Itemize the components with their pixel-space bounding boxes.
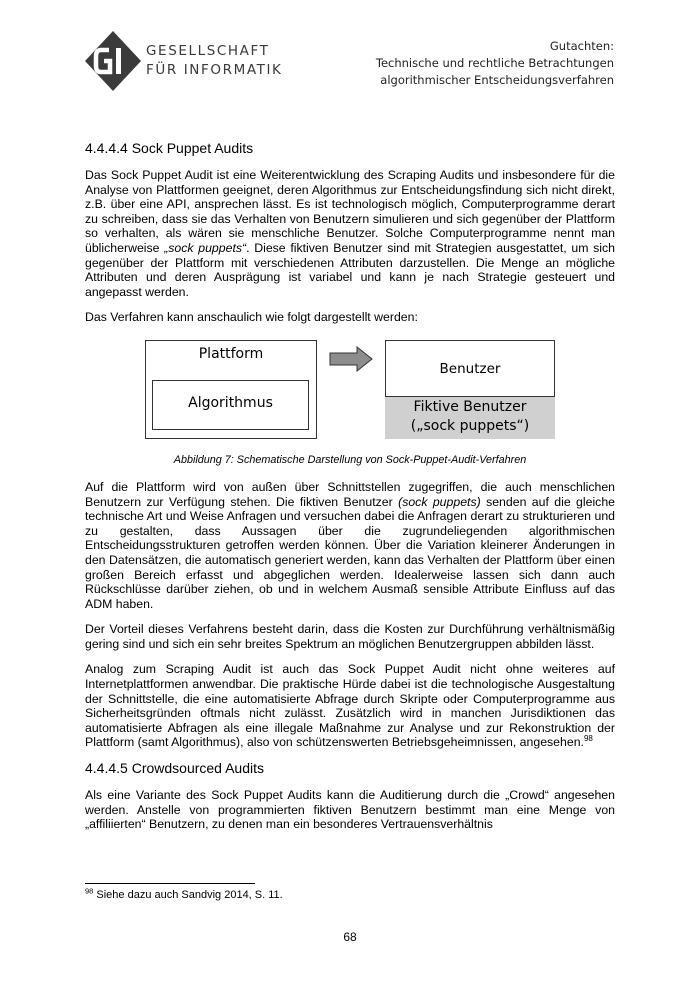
- footnote-ref-98[interactable]: 98: [583, 734, 593, 744]
- figure-caption: Abbildung 7: Schematische Darstellung von Sock-Puppet-Audit-Verfahren: [173, 453, 527, 466]
- document-title-line3: algorithmischer Entscheidungsverfahren: [380, 73, 614, 87]
- document-title-line1: Gutachten:: [549, 39, 614, 53]
- logo-text-line1: GESELLSCHAFT: [146, 43, 270, 59]
- paragraph-limitations-text: Analog zum Scraping Audit ist auch das Sock Puppet Audit nicht ohne weiteres auf Internetplattformen anwendbar. Die praktische Hürde dabei ist die technologische Ausgestaltung der Schnittstelle, die eine automatisierte Abfrage durch Skripte oder Computerprogramme aus Sicherheitsgründen oftmals nicht zulässt. Zusätzlich wird in manchen Jurisdiktionen das automatisierte Abfragen als eine illegale Maßnahme zur Analyse und zur Rekonstruktion der Plattform (samt Algorithmus), also von schützenswerten Betriebsgeheimnissen, angesehen.: [85, 662, 615, 750]
- document-title: [376, 38, 614, 89]
- paragraph-limitations: [85, 662, 615, 750]
- algorithm-box: [152, 380, 309, 430]
- paragraph-platform-access-part2: senden auf die gleiche technische Art und Weise Anfragen und versuchen dabei die Anfragen derart zu strukturieren und zu gestalten, dass Aussagen über die zugrundeliegenden algorithmischen Entscheidungsstrukturen getroffen werden können. Über die Variation kleinerer Änderungen in den Datensätzen, die automatisch generiert werden, kann das Verhalten der Plattform über einen großen Bereich erfasst und abgeglichen werden. Idealerweise lassen sich dann auch Rückschlüsse darüber ziehen, ob und in welchem Ausmaß sensible Attribute Einfluss auf das ADM haben.: [85, 494, 616, 611]
- logo-text-line2: FÜR INFORMATIK: [146, 62, 283, 78]
- paragraph-intro-part1: Das Sock Puppet Audit ist eine Weiterentwicklung des Scraping Audits und insbesondere für die Analyse von Plattformen geeignet, deren Algorithmus zur Entscheidungsfindung sich nicht direkt, z.B. über eine API, ansprechen lässt. Es ist technologisch möglich, Computerprogramme derart zu schreiben, dass sie das Verhalten von Benutzern simulieren und sich gegenüber der Plattform so verhalten, als wären sie menschliche Benutzer. Solche Computerprogramme nennt man üblicherweise: [85, 168, 615, 255]
- fake-user-box: [385, 397, 555, 439]
- document-title-line2: Technische und rechtliche Betrachtungen: [375, 56, 614, 70]
- paragraph-intro-part2: . Diese fiktiven Benutzer sind mit Strategien ausgestattet, um sich gegenüber der Plattform mit verschiedenen Attributen darzustellen. Die Menge an mögliche Attributen und deren Ausprägung ist variabel und kann je nach Strategie gesteuert und angepasst werden.: [85, 240, 615, 299]
- page-body: [85, 140, 615, 843]
- page-header: [0, 0, 700, 110]
- algorithm-label: Algorithmus: [188, 394, 273, 411]
- sock-puppets-paren: (sock puppets): [398, 494, 481, 509]
- paragraph-intro: [85, 168, 615, 299]
- footnote-98: [85, 886, 283, 901]
- paragraph-diagram-lead: Das Verfahren kann anschaulich wie folgt dargestellt werden:: [85, 310, 418, 325]
- schematic-diagram: [85, 336, 615, 448]
- paragraph-advantage: Der Vorteil dieses Verfahrens besteht darin, dass die Kosten zur Durchführung verhältnismäßig gering sind und sich ein sehr breites Spektrum an möglichen Benutzergruppen abbilden lässt.: [85, 622, 615, 651]
- logo-text: [146, 42, 282, 80]
- footnote-text: Siehe dazu auch Sandvig 2014, S. 11.: [93, 889, 283, 901]
- platform-label: Plattform: [198, 345, 264, 362]
- user-box: [385, 340, 555, 397]
- paragraph-platform-access: [85, 480, 615, 611]
- fake-user-label-line2: („sock puppets“): [410, 417, 530, 434]
- section-heading-4444: 4.4.4.4 Sock Puppet Audits: [85, 140, 254, 156]
- gi-logo-icon: [84, 30, 142, 92]
- fake-user-label-line1: Fiktive Benutzer: [413, 398, 527, 415]
- user-label: Benutzer: [439, 360, 501, 377]
- paragraph-crowdsourced: Als eine Variante des Sock Puppet Audits kann die Auditierung durch die „Crowd“ angesehen werden. Anstelle von programmierten fiktiven Benutzern bestimmt man eine Menge von „affiliierten“ Benutzern, zu denen man ein besonderes Vertrauensverhältnis: [85, 788, 615, 832]
- footnote-divider: [85, 883, 255, 884]
- platform-box: [145, 340, 317, 439]
- arrow-right-icon: [329, 346, 373, 372]
- sock-puppets-term: „sock puppets“: [164, 240, 247, 255]
- section-heading-4445: 4.4.4.5 Crowdsourced Audits: [85, 760, 264, 777]
- footnote-number: 98: [85, 886, 94, 896]
- paragraph-platform-access-part1: Auf die Plattform wird von außen über Schnittstellen zugegriffen, die auch menschlichen Benutzern zur Verfügung stehen. Die fiktiven Benutzer: [85, 479, 615, 509]
- page-number: 68: [343, 930, 357, 944]
